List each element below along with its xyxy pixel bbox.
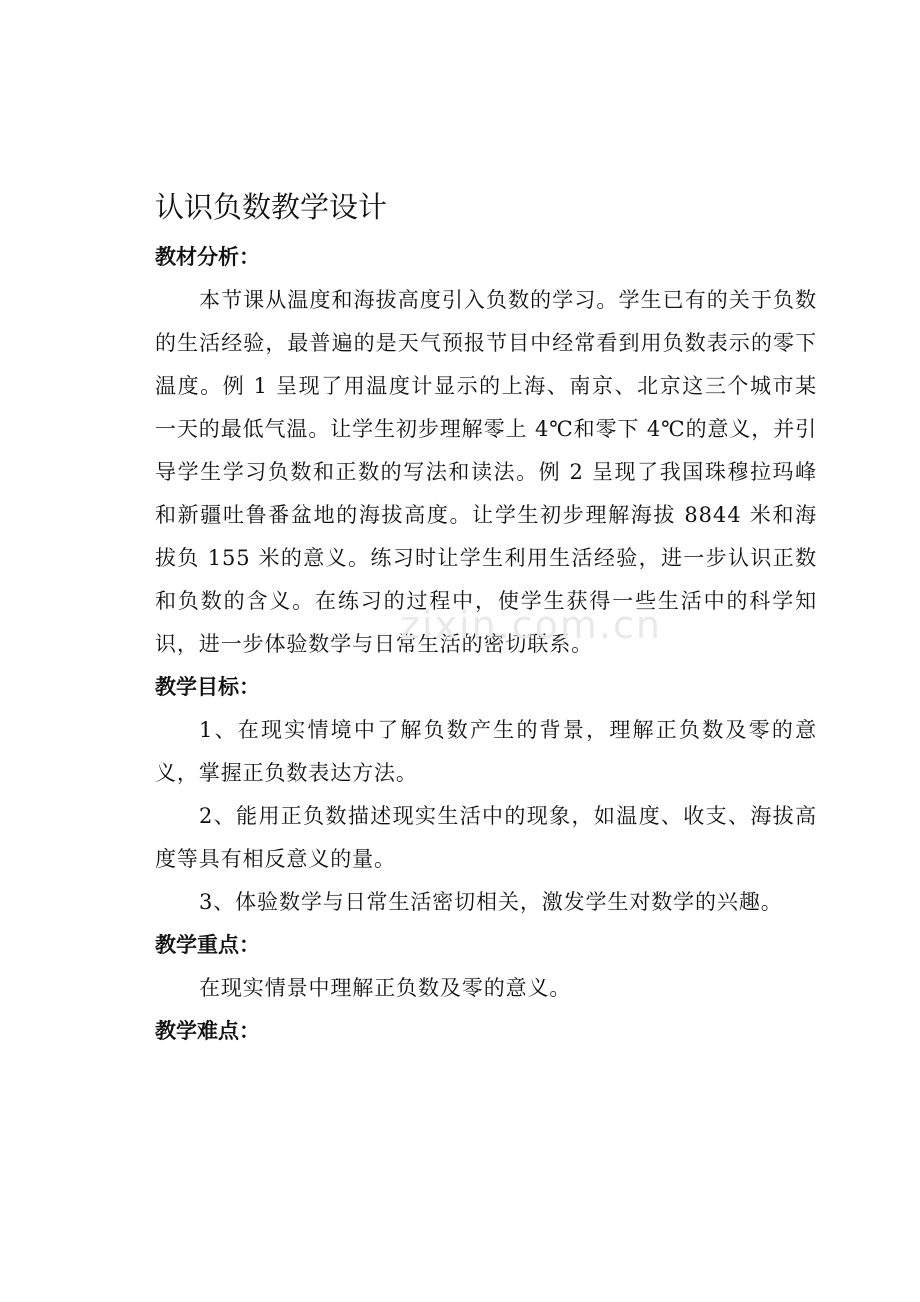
section-heading-teaching-difficulty: 教学难点： <box>155 1019 260 1043</box>
teaching-goal-3: 3、体验数学与日常生活密切相关，激发学生对数学的兴趣。 <box>199 890 783 914</box>
watermark-text: zixin.com.cn <box>400 603 662 647</box>
teaching-goal-1: 1、在现实情境中了解负数产生的背景，理解正负数及零的意义，掌握正负数表达方法。 <box>155 718 817 785</box>
teaching-focus-paragraph: 在现实情景中理解正负数及零的意义。 <box>199 976 572 1000</box>
document-body <box>155 184 817 1053</box>
section-heading-teaching-focus: 教学重点： <box>155 933 260 957</box>
teaching-goal-2: 2、能用正负数描述现实生活中的现象，如温度、收支、海拔高度等具有相反意义的量。 <box>155 804 817 871</box>
material-analysis-paragraph: 本节课从温度和海拔高度引入负数的学习。学生已有的关于负数的生活经验，最普遍的是天气预报节目中经常看到用负数表示的零下温度。例 1 呈现了用温度计显示的上海、南京、北京这三个城市某一天的最低气温。让学生初步理解零上 4℃和零下 4℃的意义，并引导学生学习负数和正数的写法和读法。例 2 呈现了我国珠穆拉玛峰和新疆吐鲁番盆地的海拔高度。让学生初步理解海拔 8844 米和海拔负 155 米的意义。练习时让学生利用生活经验，进一步认识正数和负数的含义。在练习的过程中，使学生获得一些生活中的科学知识，进一步体验数学与日常生活的密切联系。 <box>155 288 817 656</box>
section-heading-teaching-goals: 教学目标： <box>155 675 260 699</box>
document-title: 认识负数教学设计 <box>155 190 388 224</box>
section-heading-material-analysis: 教材分析： <box>155 245 260 269</box>
